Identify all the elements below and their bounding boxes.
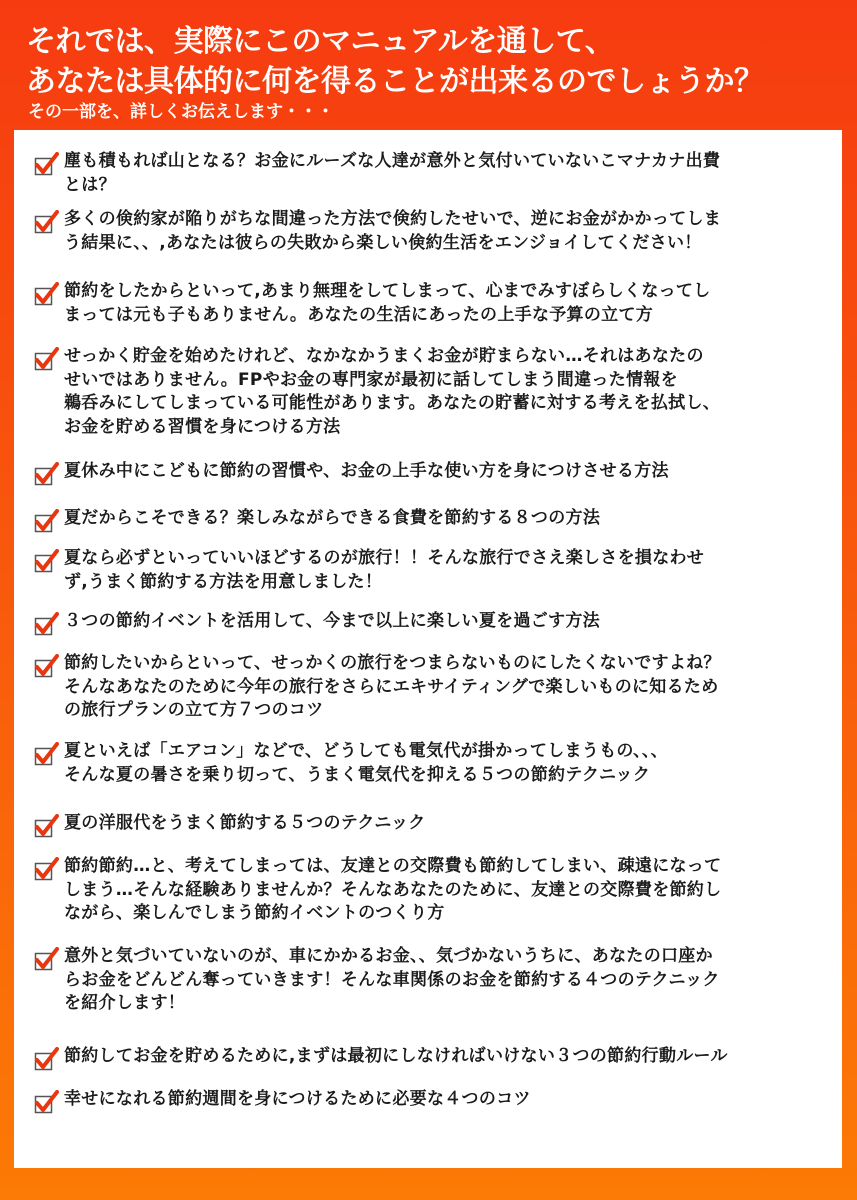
benefit-item <box>34 507 834 535</box>
benefit-item <box>34 945 834 1016</box>
benefit-text: 節約してお金を貯めるために,まずは最初にしなければいけない３つの節約行動ルール <box>64 1046 728 1066</box>
checkbox-checked-icon <box>34 814 60 840</box>
checkbox-checked-icon <box>34 742 60 768</box>
checkbox-checked-icon <box>34 509 60 535</box>
benefit-text: 夏の洋服代をうまく節約する５つのテクニック <box>64 813 426 833</box>
checkbox-checked-icon <box>34 462 60 488</box>
headline-line-2: あなたは具体的に何を得ることが出来るのでしょうか？ <box>26 64 764 99</box>
benefit-text: 夏休み中にこどもに節約の習慣や、お金の上手な使い方を身につけさせる方法 <box>64 461 669 481</box>
benefits-panel <box>14 130 842 1168</box>
benefit-text: 節約をしたからといって,あまり無理をしてしまって、心までみすぼらしくなってし まっては元も子もありません。あなたの生活にあったの上手な予算の立て方 <box>64 281 711 325</box>
checkbox-checked-icon <box>34 1047 60 1073</box>
benefit-text: 意外と気づいていないのが、車にかかるお金、、気づかないうちに、あなたの口座か らお金をどんどん奪っていきます！そんな車関係のお金を節約する４つのテクニック を紹介します！ <box>64 946 720 1013</box>
checkbox-checked-icon <box>34 654 60 680</box>
benefit-text: 節約したいからといって、せっかくの旅行をつまらないものにしたくないですよね？ そんなあなたのために今年の旅行をさらにエキサイティングで楽しいものに知るため の旅行プランの立て方７つのコツ <box>64 653 721 720</box>
checkbox-checked-icon <box>34 947 60 973</box>
benefit-item <box>34 460 834 488</box>
checkbox-checked-icon <box>34 210 60 236</box>
checkbox-checked-icon <box>34 282 60 308</box>
benefit-item <box>34 855 834 926</box>
benefit-item <box>34 280 834 327</box>
headline-line-1: それでは、実際にこのマニュアルを通して、 <box>26 24 615 59</box>
benefit-item <box>34 547 834 594</box>
benefit-text: 塵も積もれば山となる？お金にルーズな人達が意外と気付いていないこマナカナ出費 とは？ <box>64 151 721 195</box>
checkbox-checked-icon <box>34 857 60 883</box>
checkbox-checked-icon <box>34 549 60 575</box>
benefit-item <box>34 652 834 723</box>
benefit-item <box>34 740 834 787</box>
benefit-text: 夏なら必ずといっていいほどするのが旅行！！そんな旅行でさえ楽しさを損なわせ ず,うまく節約する方法を用意しました！ <box>64 548 705 592</box>
benefit-text: 多くの倹約家が陥りがちな間違った方法で倹約したせいで、逆にお金がかかってしま う結果に、、,あなたは彼らの失敗から楽しい倹約生活をエンジョイしてください！ <box>64 209 722 253</box>
benefit-item <box>34 812 834 840</box>
benefit-text: 夏だからこそできる？楽しみながらできる食費を節約する８つの方法 <box>64 508 601 528</box>
benefit-item <box>34 1045 834 1073</box>
subheadline: その一部を、詳しくお伝えします・・・ <box>28 102 334 122</box>
benefit-text: 夏といえば「エアコン」などで、どうしても電気代が掛かってしまうもの、、、 そんな夏の暑さを乗り切って、うまく電気代を抑える５つの節約テクニック <box>64 741 668 785</box>
checkbox-checked-icon <box>34 347 60 373</box>
checkbox-checked-icon <box>34 152 60 178</box>
checkbox-checked-icon <box>34 1090 60 1116</box>
benefit-item <box>34 610 834 638</box>
benefit-text: 幸せになれる節約週間を身につけるために必要な４つのコツ <box>64 1089 531 1109</box>
checkbox-checked-icon <box>34 612 60 638</box>
benefit-text: せっかく貯金を始めたけれど、なかなかうまくお金が貯まらない…それはあなたの せいではありません。FPやお金の専門家が最初に話してしまう間違った情報を 鵜呑みにしてしまっている可能性があります。あなたの貯蓄に対する考えを払拭し、 お金を貯める習慣を身につける方法 <box>64 346 721 437</box>
benefit-item <box>34 345 834 439</box>
benefit-item <box>34 150 834 197</box>
benefit-item <box>34 1088 834 1116</box>
benefit-text: 節約節約…と、考えてしまっては、友達との交際費も節約してしまい、疎遠になって しまう…そんな経験ありませんか？そんなあなたのために、友達との交際費を節約し ながら、楽しんでしまう節約イベントのつくり方 <box>64 856 722 923</box>
benefit-item <box>34 208 834 255</box>
benefit-text: ３つの節約イベントを活用して、今まで以上に楽しい夏を過ごす方法 <box>64 611 600 631</box>
header-banner <box>0 0 857 130</box>
